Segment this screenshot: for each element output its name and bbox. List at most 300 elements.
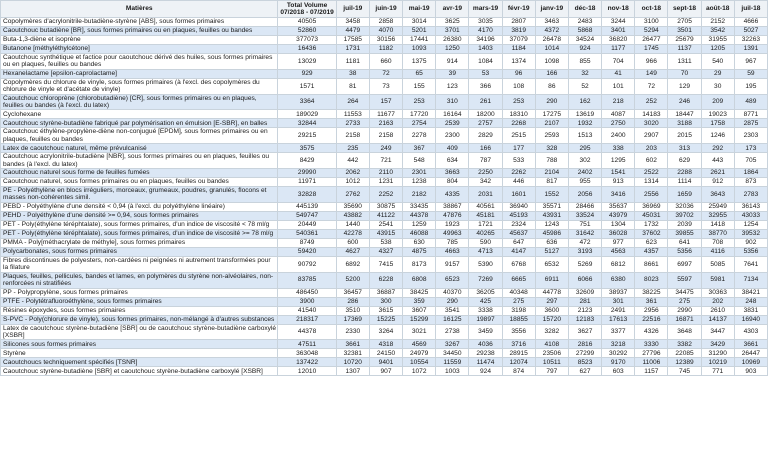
material-name-cell: PEHD - Polyéthylène d'une densité >= 0,94, sous formes primaires [1,211,278,220]
table-row [1,256,768,272]
monthly-volume-cell: 1003 [436,367,469,376]
table-row [1,202,768,211]
monthly-volume-cell: 855 [568,54,601,70]
monthly-volume-cell: 3463 [535,18,568,27]
monthly-volume-cell: 235 [336,144,369,153]
column-header-month: nov-18 [602,1,635,18]
monthly-volume-cell: 18200 [469,110,502,119]
total-volume-cell: 363048 [278,349,336,358]
monthly-volume-cell: 1307 [336,367,369,376]
monthly-volume-cell: 8661 [635,256,668,272]
monthly-volume-cell: 2123 [568,306,601,315]
monthly-volume-cell: 14137 [701,315,734,324]
monthly-volume-cell: 600 [336,238,369,247]
monthly-volume-cell: 9401 [369,358,402,367]
monthly-volume-cell: 129 [668,78,701,94]
monthly-volume-cell: 166 [535,69,568,78]
monthly-volume-cell: 36887 [369,288,402,297]
monthly-volume-cell: 8771 [734,110,767,119]
table-row [1,187,768,203]
monthly-volume-cell: 16871 [668,315,701,324]
monthly-volume-cell: 41122 [369,211,402,220]
column-header-month: juil-19 [336,1,369,18]
monthly-volume-cell: 49963 [436,229,469,238]
monthly-volume-cell: 297 [535,297,568,306]
monthly-volume-cell: 36457 [336,288,369,297]
table-row [1,324,768,340]
monthly-volume-cell: 166 [469,144,502,153]
monthly-volume-cell: 10554 [403,358,436,367]
monthly-volume-cell: 1259 [403,220,436,229]
material-name-cell: Caoutchouc styrène-butadiène fabriqué par polymérisation en émulsion [E-SBR], en balles [1,119,278,128]
table-row [1,211,768,220]
monthly-volume-cell: 797 [535,367,568,376]
monthly-volume-cell: 22085 [668,349,701,358]
monthly-volume-cell: 290 [535,94,568,110]
monthly-volume-cell: 65 [403,69,436,78]
monthly-volume-cell: 446 [502,178,535,187]
monthly-volume-cell: 1403 [469,45,502,54]
monthly-volume-cell: 40561 [469,202,502,211]
monthly-volume-cell: 36820 [602,36,635,45]
monthly-volume-cell: 7269 [469,272,502,288]
monthly-volume-cell: 1440 [336,220,369,229]
monthly-volume-cell: 18855 [502,315,535,324]
monthly-volume-cell: 903 [734,367,767,376]
total-volume-cell: 29990 [278,169,336,178]
monthly-volume-cell: 705 [734,153,767,169]
monthly-volume-cell: 1184 [502,45,535,54]
monthly-volume-cell: 38425 [403,288,436,297]
material-name-cell: Résines époxydes, sous formes primaires [1,306,278,315]
table-row [1,297,768,306]
monthly-volume-cell: 275 [502,297,535,306]
monthly-volume-cell: 195 [734,78,767,94]
monthly-volume-cell: 3021 [403,324,436,340]
monthly-volume-cell: 19897 [469,315,502,324]
table-row [1,78,768,94]
monthly-volume-cell: 4170 [469,27,502,36]
monthly-volume-cell: 173 [734,144,767,153]
monthly-volume-cell: 2278 [403,128,436,144]
monthly-volume-cell: 1513 [568,128,601,144]
monthly-volume-cell: 4372 [535,27,568,36]
monthly-volume-cell: 1732 [635,220,668,229]
monthly-volume-cell: 43882 [336,211,369,220]
monthly-volume-cell: 2288 [668,169,701,178]
monthly-volume-cell: 19023 [701,110,734,119]
monthly-volume-cell: 4318 [369,340,402,349]
monthly-volume-cell: 4326 [635,324,668,340]
monthly-volume-cell: 2757 [469,119,502,128]
monthly-volume-cell: 3282 [535,324,568,340]
monthly-volume-cell: 623 [635,238,668,247]
monthly-volume-cell: 6812 [602,256,635,272]
table-row [1,69,768,78]
monthly-volume-cell: 38937 [602,288,635,297]
monthly-volume-cell: 73 [369,78,402,94]
monthly-volume-cell: 2400 [602,128,635,144]
monthly-volume-cell: 788 [535,153,568,169]
monthly-volume-cell: 10511 [535,358,568,367]
monthly-volume-cell: 35571 [535,202,568,211]
monthly-volume-cell: 2750 [602,119,635,128]
monthly-volume-cell: 708 [701,238,734,247]
monthly-volume-cell: 13619 [568,110,601,119]
monthly-volume-cell: 907 [369,367,402,376]
total-volume-cell: 137422 [278,358,336,367]
monthly-volume-cell: 3020 [635,119,668,128]
monthly-volume-cell: 1157 [635,367,668,376]
monthly-volume-cell: 8523 [568,358,601,367]
monthly-volume-cell: 1864 [734,169,767,178]
monthly-volume-cell: 4666 [734,18,767,27]
monthly-volume-cell: 1231 [369,178,402,187]
material-name-cell: Polycarbonates, sous formes primaires [1,247,278,256]
monthly-volume-cell: 3338 [469,306,502,315]
monthly-volume-cell: 25949 [701,202,734,211]
monthly-volume-cell: 1098 [535,54,568,70]
monthly-volume-cell: 3429 [701,340,734,349]
table-row [1,128,768,144]
monthly-volume-cell: 2152 [701,18,734,27]
monthly-volume-cell: 6808 [403,272,436,288]
monthly-volume-cell: 290 [436,297,469,306]
total-volume-cell: 549747 [278,211,336,220]
monthly-volume-cell: 38225 [635,288,668,297]
monthly-volume-cell: 629 [668,153,701,169]
material-name-cell: PE - Polyéthylène en blocs irréguliers, morceaux, grumeaux, poudres, granulés, flocons et masses non-cohérentes simil. [1,187,278,203]
monthly-volume-cell: 252 [635,94,668,110]
monthly-volume-cell: 3831 [734,306,767,315]
material-name-cell: Caoutchouc synthétique et factice pour caoutchouc dérivé des huiles, sous formes primaires ou en plaques, feuilles ou bandes [1,54,278,70]
total-volume-cell: 377073 [278,36,336,45]
monthly-volume-cell: 425 [469,297,502,306]
monthly-volume-cell: 751 [568,220,601,229]
total-volume-cell: 12010 [278,367,336,376]
total-volume-cell: 3364 [278,94,336,110]
monthly-volume-cell: 489 [734,94,767,110]
monthly-volume-cell: 26478 [535,36,568,45]
monthly-volume-cell: 248 [734,297,767,306]
monthly-volume-cell: 641 [668,238,701,247]
total-volume-cell: 929 [278,69,336,78]
total-volume-cell: 3900 [278,297,336,306]
monthly-volume-cell: 39855 [668,229,701,238]
monthly-volume-cell: 301 [602,297,635,306]
table-row [1,367,768,376]
monthly-volume-cell: 286 [336,297,369,306]
monthly-volume-cell: 1182 [369,45,402,54]
monthly-volume-cell: 39 [436,69,469,78]
monthly-volume-cell: 3100 [635,18,668,27]
material-name-cell: Fibres discontinues de polyesters, non-cardées ni peignées ni autrement transformées pour la filature [1,256,278,272]
monthly-volume-cell: 6911 [535,272,568,288]
monthly-volume-cell: 2816 [568,340,601,349]
monthly-volume-cell: 2402 [568,169,601,178]
monthly-volume-cell: 253 [403,94,436,110]
column-header-materials: Matières [1,1,278,18]
monthly-volume-cell: 123 [436,78,469,94]
monthly-volume-cell: 45986 [535,229,568,238]
monthly-volume-cell: 3661 [336,340,369,349]
column-header-month: sept-18 [668,1,701,18]
monthly-volume-cell: 3401 [602,27,635,36]
monthly-volume-cell: 2262 [502,169,535,178]
monthly-volume-cell: 4663 [436,247,469,256]
monthly-volume-cell: 6523 [436,272,469,288]
monthly-volume-cell: 1243 [535,220,568,229]
total-volume-cell: 20449 [278,220,336,229]
material-name-cell: Caoutchouc styrène-butadiène [SBR] et caoutchouc styrène-butadiène carboxylé [XSBR] [1,367,278,376]
monthly-volume-cell: 2807 [502,18,535,27]
monthly-volume-cell: 771 [701,367,734,376]
monthly-volume-cell: 40348 [502,288,535,297]
monthly-volume-cell: 32263 [734,36,767,45]
monthly-volume-cell: 203 [635,144,668,153]
table-row [1,349,768,358]
material-name-cell: PP - Polypropylène, sous formes primaires [1,288,278,297]
monthly-volume-cell: 328 [535,144,568,153]
monthly-volume-cell: 6380 [602,272,635,288]
monthly-volume-cell: 3701 [436,27,469,36]
monthly-volume-cell: 35690 [336,202,369,211]
material-name-cell: Caoutchouc butadiène [BR], sous formes primaires ou en plaques, feuilles ou bandes [1,27,278,36]
monthly-volume-cell: 30156 [369,36,402,45]
table-row [1,94,768,110]
monthly-volume-cell: 42278 [336,229,369,238]
monthly-volume-cell: 3416 [602,187,635,203]
monthly-volume-cell: 4116 [701,247,734,256]
table-row [1,27,768,36]
material-name-cell: Butanone [méthyléthylcétone] [1,45,278,54]
monthly-volume-cell: 1541 [602,169,635,178]
total-volume-cell: 445139 [278,202,336,211]
material-name-cell: Hexanelactame [epsilon-caprolactame] [1,69,278,78]
column-header-month: mars-19 [469,1,502,18]
monthly-volume-cell: 3193 [568,247,601,256]
monthly-volume-cell: 37079 [502,36,535,45]
total-volume-cell: 13029 [278,54,336,70]
total-volume-cell: 83785 [278,272,336,288]
monthly-volume-cell: 967 [734,54,767,70]
monthly-volume-cell: 2705 [668,18,701,27]
monthly-volume-cell: 1375 [403,54,436,70]
total-volume-cell: 8429 [278,153,336,169]
column-header-month: déc-18 [568,1,601,18]
monthly-volume-cell: 2541 [369,220,402,229]
monthly-volume-cell: 8023 [635,272,668,288]
monthly-volume-cell: 1093 [403,45,436,54]
monthly-volume-cell: 533 [502,153,535,169]
monthly-volume-cell: 33524 [568,211,601,220]
column-header-month: août-18 [701,1,734,18]
table-row [1,169,768,178]
monthly-volume-cell: 442 [336,153,369,169]
monthly-volume-cell: 2015 [668,128,701,144]
monthly-volume-cell: 39702 [668,211,701,220]
monthly-volume-cell: 4569 [403,340,436,349]
total-volume-cell: 29215 [278,128,336,144]
monthly-volume-cell: 218 [602,94,635,110]
monthly-volume-cell: 2301 [403,169,436,178]
monthly-volume-cell: 2556 [635,187,668,203]
monthly-volume-cell: 1014 [535,45,568,54]
monthly-volume-cell: 36969 [635,202,668,211]
total-volume-cell: 11971 [278,178,336,187]
monthly-volume-cell: 52 [568,78,601,94]
monthly-volume-cell: 3267 [436,340,469,349]
monthly-volume-cell: 603 [602,367,635,376]
monthly-volume-cell: 24150 [369,349,402,358]
monthly-volume-cell: 2515 [502,128,535,144]
monthly-volume-cell: 590 [469,238,502,247]
monthly-volume-cell: 249 [369,144,402,153]
monthly-volume-cell: 4335 [436,187,469,203]
monthly-volume-cell: 32036 [668,202,701,211]
table-row [1,247,768,256]
monthly-volume-cell: 10969 [734,358,767,367]
material-name-cell: Caoutchouc naturel sous forme de feuilles fumées [1,169,278,178]
monthly-volume-cell: 4713 [469,247,502,256]
monthly-volume-cell: 34524 [568,36,601,45]
monthly-volume-cell: 2104 [535,169,568,178]
monthly-volume-cell: 1745 [635,45,668,54]
table-row [1,272,768,288]
monthly-volume-cell: 1181 [336,54,369,70]
total-volume-cell: 47511 [278,340,336,349]
monthly-volume-cell: 2738 [436,324,469,340]
total-volume-cell: 16436 [278,45,336,54]
material-name-cell: Styrène [1,349,278,358]
monthly-volume-cell: 2252 [369,187,402,203]
monthly-volume-cell: 34196 [469,36,502,45]
monthly-volume-cell: 5200 [336,272,369,288]
monthly-volume-cell: 3244 [602,18,635,27]
total-volume-cell: 8749 [278,238,336,247]
monthly-volume-cell: 15225 [369,315,402,324]
monthly-volume-cell: 38770 [701,229,734,238]
monthly-volume-cell: 6228 [369,272,402,288]
monthly-volume-cell: 2107 [535,119,568,128]
monthly-volume-cell: 30875 [369,202,402,211]
monthly-volume-cell: 11553 [336,110,369,119]
monthly-volume-cell: 162 [568,94,601,110]
monthly-volume-cell: 3458 [336,18,369,27]
monthly-volume-cell: 787 [469,153,502,169]
monthly-volume-cell: 264 [336,94,369,110]
monthly-volume-cell: 5868 [568,27,601,36]
monthly-volume-cell: 31290 [701,349,734,358]
table-row [1,306,768,315]
monthly-volume-cell: 53 [469,69,502,78]
monthly-volume-cell: 295 [568,144,601,153]
monthly-volume-cell: 11006 [635,358,668,367]
monthly-volume-cell: 4303 [734,324,767,340]
monthly-volume-cell: 43979 [602,211,635,220]
monthly-volume-cell: 1418 [701,220,734,229]
monthly-volume-cell: 4479 [336,27,369,36]
monthly-volume-cell: 2858 [369,18,402,27]
column-header-month: mai-19 [403,1,436,18]
monthly-volume-cell: 34450 [436,349,469,358]
table-row [1,153,768,169]
monthly-volume-cell: 3447 [701,324,734,340]
monthly-volume-cell: 39532 [734,229,767,238]
monthly-volume-cell: 209 [701,94,734,110]
monthly-volume-cell: 2539 [436,119,469,128]
monthly-volume-cell: 2783 [734,187,767,203]
monthly-volume-cell: 627 [568,367,601,376]
monthly-volume-cell: 72 [635,78,668,94]
monthly-volume-cell: 253 [502,94,535,110]
monthly-volume-cell: 367 [403,144,436,153]
monthly-volume-cell: 2610 [701,306,734,315]
monthly-volume-cell: 2990 [668,306,701,315]
monthly-volume-cell: 634 [436,153,469,169]
total-volume-cell: 90792 [278,256,336,272]
monthly-volume-cell: 1601 [502,187,535,203]
monthly-volume-cell: 3663 [436,169,469,178]
monthly-volume-cell: 9170 [602,358,635,367]
monthly-volume-cell: 302 [568,153,601,169]
monthly-volume-cell: 44378 [403,211,436,220]
monthly-volume-cell: 30292 [602,349,635,358]
table-body [1,18,768,376]
monthly-volume-cell: 6997 [668,256,701,272]
monthly-volume-cell: 6066 [568,272,601,288]
monthly-volume-cell: 1254 [734,220,767,229]
monthly-volume-cell: 2522 [635,169,668,178]
monthly-volume-cell: 3382 [668,340,701,349]
monthly-volume-cell: 292 [701,144,734,153]
monthly-volume-cell: 2182 [403,187,436,203]
monthly-volume-cell: 28915 [502,349,535,358]
monthly-volume-cell: 2829 [469,128,502,144]
monthly-volume-cell: 3198 [502,306,535,315]
monthly-volume-cell: 443 [701,153,734,169]
monthly-volume-cell: 630 [403,238,436,247]
monthly-volume-cell: 912 [701,178,734,187]
monthly-volume-cell: 2110 [369,169,402,178]
monthly-volume-cell: 31955 [701,36,734,45]
material-name-cell: Caoutchouc chloroprène (chlorobutadiène) [CR], sous formes primaires ou en plaques, feuilles ou bandes (à l'excl. du latex) [1,94,278,110]
monthly-volume-cell: 17613 [602,315,635,324]
monthly-volume-cell: 30363 [701,288,734,297]
monthly-volume-cell: 246 [668,94,701,110]
monthly-volume-cell: 409 [436,144,469,153]
monthly-volume-cell: 660 [369,54,402,70]
monthly-volume-cell: 45637 [502,229,535,238]
monthly-volume-cell: 3501 [668,27,701,36]
monthly-volume-cell: 313 [668,144,701,153]
monthly-volume-cell: 704 [602,54,635,70]
monthly-volume-cell: 3615 [369,306,402,315]
monthly-volume-cell: 5201 [403,27,436,36]
material-name-cell: Cyclohexane [1,110,278,119]
monthly-volume-cell: 2762 [336,187,369,203]
monthly-volume-cell: 18447 [668,110,701,119]
column-header-month: avr-19 [436,1,469,18]
monthly-volume-cell: 5127 [535,247,568,256]
monthly-volume-cell: 38421 [734,288,767,297]
monthly-volume-cell: 32955 [701,211,734,220]
monthly-volume-cell: 4875 [403,247,436,256]
monthly-volume-cell: 4087 [602,110,635,119]
monthly-volume-cell: 4147 [502,247,535,256]
table-row [1,36,768,45]
monthly-volume-cell: 6665 [502,272,535,288]
